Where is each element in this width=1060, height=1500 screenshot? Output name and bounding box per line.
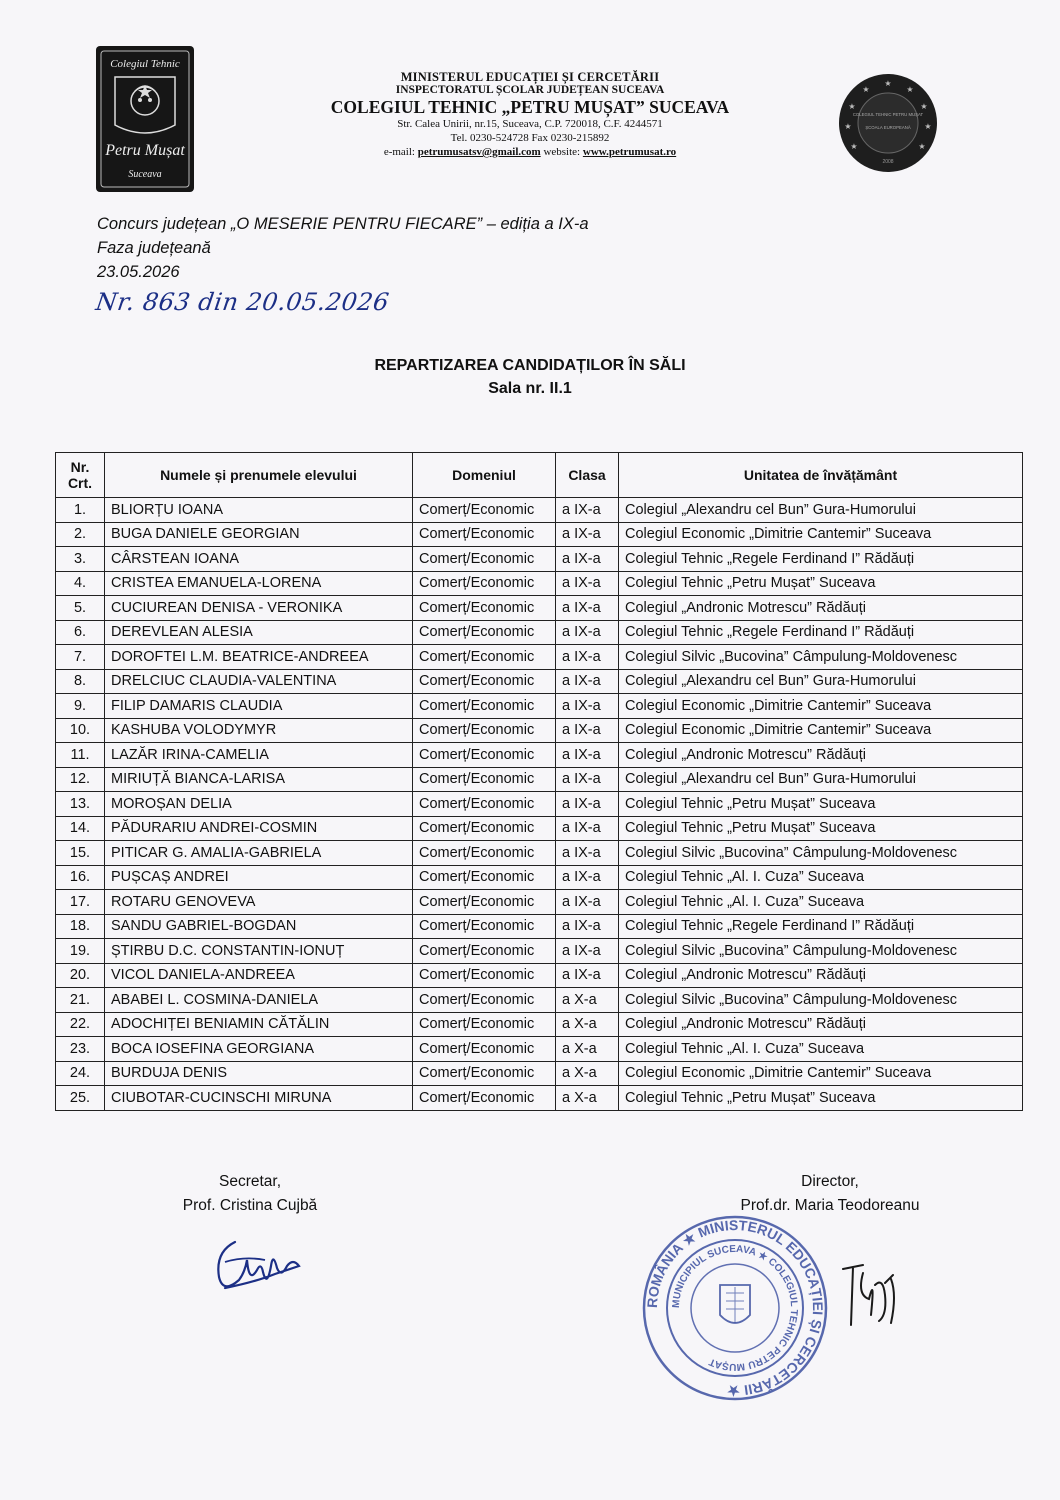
student-school: Colegiul Tehnic „Regele Ferdinand I” Rădăuți xyxy=(619,547,1023,572)
student-domain: Comerț/Economic xyxy=(413,841,556,866)
svg-text:★: ★ xyxy=(918,142,926,151)
student-domain: Comerț/Economic xyxy=(413,816,556,841)
student-name: DEREVLEAN ALESIA xyxy=(105,620,413,645)
student-domain: Comerț/Economic xyxy=(413,767,556,792)
student-name: FILIP DAMARIS CLAUDIA xyxy=(105,694,413,719)
student-name: ROTARU GENOVEVA xyxy=(105,890,413,915)
student-name: SANDU GABRIEL-BOGDAN xyxy=(105,914,413,939)
table-row xyxy=(56,1086,1023,1111)
row-number: 11. xyxy=(56,743,105,768)
table-row xyxy=(56,547,1023,572)
student-domain: Comerț/Economic xyxy=(413,914,556,939)
director-signature xyxy=(835,1255,905,1335)
student-domain: Comerț/Economic xyxy=(413,694,556,719)
student-domain: Comerț/Economic xyxy=(413,988,556,1013)
table-row xyxy=(56,865,1023,890)
row-number: 20. xyxy=(56,963,105,988)
header-school: Unitatea de învățământ xyxy=(619,453,1023,498)
student-class: a X-a xyxy=(556,1037,619,1062)
student-school: Colegiul Silvic „Bucovina” Câmpulung-Moldovenesc xyxy=(619,939,1023,964)
table-row xyxy=(56,963,1023,988)
website-label: website: xyxy=(543,146,581,158)
row-number: 10. xyxy=(56,718,105,743)
table-row xyxy=(56,694,1023,719)
table-row xyxy=(56,596,1023,621)
row-number: 5. xyxy=(56,596,105,621)
header-name: Numele și prenumele elevului xyxy=(105,453,413,498)
table-row xyxy=(56,1037,1023,1062)
row-number: 9. xyxy=(56,694,105,719)
svg-text:★: ★ xyxy=(844,122,852,131)
student-school: Colegiul „Andronic Motrescu” Rădăuți xyxy=(619,963,1023,988)
official-stamp xyxy=(640,1213,830,1403)
student-name: BUGA DANIELE GEORGIAN xyxy=(105,522,413,547)
website-link[interactable]: www.petrumusat.ro xyxy=(582,146,677,158)
row-number: 17. xyxy=(56,890,105,915)
student-domain: Comerț/Economic xyxy=(413,1061,556,1086)
student-class: a IX-a xyxy=(556,498,619,523)
student-name: PUȘCAȘ ANDREI xyxy=(105,865,413,890)
contest-info xyxy=(97,212,589,284)
student-name: ABABEI L. COSMINA-DANIELA xyxy=(105,988,413,1013)
student-school: Colegiul Tehnic „Al. I. Cuza” Suceava xyxy=(619,865,1023,890)
student-class: a X-a xyxy=(556,988,619,1013)
table-row xyxy=(56,1012,1023,1037)
student-school: Colegiul „Alexandru cel Bun” Gura-Humorului xyxy=(619,498,1023,523)
student-name: KASHUBA VOLODYMYR xyxy=(105,718,413,743)
student-domain: Comerț/Economic xyxy=(413,1037,556,1062)
student-name: BURDUJA DENIS xyxy=(105,1061,413,1086)
student-name: VICOL DANIELA-ANDREEA xyxy=(105,963,413,988)
school-contact xyxy=(200,145,860,159)
svg-text:★: ★ xyxy=(884,79,892,88)
student-name: ADOCHIȚEI BENIAMIN CĂTĂLIN xyxy=(105,1012,413,1037)
table-row xyxy=(56,1061,1023,1086)
row-number: 14. xyxy=(56,816,105,841)
student-domain: Comerț/Economic xyxy=(413,1086,556,1111)
table-row xyxy=(56,669,1023,694)
row-number: 6. xyxy=(56,620,105,645)
table-row xyxy=(56,743,1023,768)
student-class: a X-a xyxy=(556,1086,619,1111)
candidates-table xyxy=(55,452,1023,1111)
student-name: DRELCIUC CLAUDIA-VALENTINA xyxy=(105,669,413,694)
student-class: a IX-a xyxy=(556,841,619,866)
row-number: 21. xyxy=(56,988,105,1013)
contest-date: 23.05.2026 xyxy=(97,263,180,281)
student-class: a IX-a xyxy=(556,669,619,694)
table-header-row xyxy=(56,453,1023,498)
table-row xyxy=(56,620,1023,645)
student-name: CUCIUREAN DENISA - VERONIKA xyxy=(105,596,413,621)
ministry-name: MINISTERUL EDUCAȚIEI ȘI CERCETĂRII xyxy=(400,70,660,84)
student-school: Colegiul Economic „Dimitrie Cantemir” Suceava xyxy=(619,1061,1023,1086)
student-domain: Comerț/Economic xyxy=(413,792,556,817)
student-domain: Comerț/Economic xyxy=(413,963,556,988)
student-domain: Comerț/Economic xyxy=(413,890,556,915)
student-school: Colegiul „Alexandru cel Bun” Gura-Humorului xyxy=(619,767,1023,792)
student-domain: Comerț/Economic xyxy=(413,669,556,694)
svg-text:ȘCOALA EUROPEANĂ: ȘCOALA EUROPEANĂ xyxy=(865,125,911,130)
director-name: Prof.dr. Maria Teodoreanu xyxy=(740,1197,920,1214)
row-number: 13. xyxy=(56,792,105,817)
svg-text:ROMÂNIA ★ MINISTERUL EDUCAȚIEI: ROMÂNIA ★ MINISTERUL EDUCAȚIEI ȘI CERCETĂRII ★ xyxy=(643,1216,827,1400)
student-name: CIUBOTAR-CUCINSCHI MIRUNA xyxy=(105,1086,413,1111)
student-domain: Comerț/Economic xyxy=(413,939,556,964)
table-row xyxy=(56,988,1023,1013)
table-row xyxy=(56,841,1023,866)
row-number: 4. xyxy=(56,571,105,596)
secretary-name: Prof. Cristina Cujbă xyxy=(182,1197,318,1214)
table-row xyxy=(56,816,1023,841)
student-domain: Comerț/Economic xyxy=(413,620,556,645)
letterhead xyxy=(200,70,860,159)
svg-text:Petru Mușat: Petru Mușat xyxy=(105,142,185,159)
student-school: Colegiul Tehnic „Al. I. Cuza” Suceava xyxy=(619,890,1023,915)
svg-text:COLEGIUL TEHNIC PETRU MUȘAT: COLEGIUL TEHNIC PETRU MUȘAT xyxy=(852,112,924,117)
row-number: 12. xyxy=(56,767,105,792)
student-school: Colegiul Economic „Dimitrie Cantemir” Suceava xyxy=(619,522,1023,547)
table-row xyxy=(56,718,1023,743)
student-domain: Comerț/Economic xyxy=(413,571,556,596)
student-name: LAZĂR IRINA-CAMELIA xyxy=(105,743,413,768)
student-class: a IX-a xyxy=(556,718,619,743)
row-number: 25. xyxy=(56,1086,105,1111)
student-school: Colegiul Tehnic „Al. I. Cuza” Suceava xyxy=(619,1037,1023,1062)
student-school: Colegiul Tehnic „Petru Mușat” Suceava xyxy=(619,571,1023,596)
student-school: Colegiul Tehnic „Regele Ferdinand I” Rădăuți xyxy=(619,914,1023,939)
student-domain: Comerț/Economic xyxy=(413,718,556,743)
student-class: a IX-a xyxy=(556,914,619,939)
svg-text:MUNICIPIUL SUCEAVA ★ COLEGIUL: MUNICIPIUL SUCEAVA ★ COLEGIUL TEHNIC PETRU MUȘAT xyxy=(670,1243,800,1373)
student-school: Colegiul Tehnic „Petru Mușat” Suceava xyxy=(619,816,1023,841)
table-row xyxy=(56,890,1023,915)
row-number: 24. xyxy=(56,1061,105,1086)
student-school: Colegiul „Andronic Motrescu” Rădăuți xyxy=(619,743,1023,768)
row-number: 19. xyxy=(56,939,105,964)
student-school: Colegiul Tehnic „Regele Ferdinand I” Rădăuți xyxy=(619,620,1023,645)
email-label: e-mail: xyxy=(383,146,415,158)
student-class: a IX-a xyxy=(556,620,619,645)
table-row xyxy=(56,498,1023,523)
student-name: DOROFTEI L.M. BEATRICE-ANDREEA xyxy=(105,645,413,670)
student-domain: Comerț/Economic xyxy=(413,1012,556,1037)
svg-text:★: ★ xyxy=(862,85,870,94)
student-name: BLIORȚU IOANA xyxy=(105,498,413,523)
table-row xyxy=(56,522,1023,547)
student-class: a IX-a xyxy=(556,963,619,988)
row-number: 2. xyxy=(56,522,105,547)
svg-text:★: ★ xyxy=(920,102,928,111)
student-domain: Comerț/Economic xyxy=(413,645,556,670)
title-main: REPARTIZAREA CANDIDAȚILOR ÎN SĂLI xyxy=(374,357,686,374)
row-number: 8. xyxy=(56,669,105,694)
director-role: Director, xyxy=(801,1173,859,1190)
student-domain: Comerț/Economic xyxy=(413,547,556,572)
student-name: MIRIUȚĂ BIANCA-LARISA xyxy=(105,767,413,792)
student-class: a IX-a xyxy=(556,816,619,841)
student-school: Colegiul Economic „Dimitrie Cantemir” Suceava xyxy=(619,718,1023,743)
student-school: Colegiul Economic „Dimitrie Cantemir” Suceava xyxy=(619,694,1023,719)
table-row xyxy=(56,792,1023,817)
student-class: a IX-a xyxy=(556,645,619,670)
student-class: a IX-a xyxy=(556,890,619,915)
header-domain: Domeniul xyxy=(413,453,556,498)
svg-text:★: ★ xyxy=(850,142,858,151)
school-name: COLEGIUL TEHNIC „PETRU MUȘAT” SUCEAVA xyxy=(330,97,730,117)
student-class: a X-a xyxy=(556,1061,619,1086)
inspectorate-name: INSPECTORATUL ȘCOLAR JUDEȚEAN SUCEAVA xyxy=(395,84,665,96)
row-number: 22. xyxy=(56,1012,105,1037)
student-school: Colegiul Tehnic „Petru Mușat” Suceava xyxy=(619,1086,1023,1111)
table-row xyxy=(56,939,1023,964)
svg-text:★: ★ xyxy=(924,122,932,131)
secretary-role: Secretar, xyxy=(218,1173,282,1190)
svg-text:Suceava: Suceava xyxy=(128,169,162,180)
secretary-signature-block xyxy=(140,1170,360,1218)
svg-text:★: ★ xyxy=(906,85,914,94)
contest-title: Concurs județean „O MESERIE PENTRU FIECARE” – ediția a IX-a xyxy=(97,215,589,233)
row-number: 15. xyxy=(56,841,105,866)
student-school: Colegiul „Alexandru cel Bun” Gura-Humorului xyxy=(619,669,1023,694)
table-row xyxy=(56,914,1023,939)
svg-text:Colegiul Tehnic: Colegiul Tehnic xyxy=(110,58,180,70)
student-class: a IX-a xyxy=(556,767,619,792)
student-school: Colegiul Silvic „Bucovina” Câmpulung-Moldovenesc xyxy=(619,988,1023,1013)
student-domain: Comerț/Economic xyxy=(413,865,556,890)
student-school: Colegiul „Andronic Motrescu” Rădăuți xyxy=(619,596,1023,621)
table-row xyxy=(56,767,1023,792)
school-logo xyxy=(95,45,195,193)
table-row xyxy=(56,571,1023,596)
student-domain: Comerț/Economic xyxy=(413,596,556,621)
row-number: 7. xyxy=(56,645,105,670)
student-class: a IX-a xyxy=(556,571,619,596)
student-class: a IX-a xyxy=(556,596,619,621)
registration-number: Nr. 863 din 20.05.2026 xyxy=(94,288,392,316)
student-domain: Comerț/Economic xyxy=(413,743,556,768)
table-row xyxy=(56,645,1023,670)
student-school: Colegiul „Andronic Motrescu” Rădăuți xyxy=(619,1012,1023,1037)
student-class: a IX-a xyxy=(556,743,619,768)
student-name: PITICAR G. AMALIA-GABRIELA xyxy=(105,841,413,866)
school-phone: Tel. 0230-524728 Fax 0230-215892 xyxy=(450,132,610,144)
row-number: 3. xyxy=(56,547,105,572)
row-number: 18. xyxy=(56,914,105,939)
student-class: a X-a xyxy=(556,1012,619,1037)
student-class: a IX-a xyxy=(556,792,619,817)
student-school: Colegiul Silvic „Bucovina” Câmpulung-Moldovenesc xyxy=(619,645,1023,670)
student-name: CÂRSTEAN IOANA xyxy=(105,547,413,572)
email-link[interactable]: petrumusatsv@gmail.com xyxy=(417,146,541,158)
document-title xyxy=(0,355,1060,401)
header-nr: Nr. Crt. xyxy=(56,453,105,498)
student-domain: Comerț/Economic xyxy=(413,522,556,547)
secretary-signature xyxy=(205,1232,315,1302)
student-name: ȘTIRBU D.C. CONSTANTIN-IONUȚ xyxy=(105,939,413,964)
student-class: a IX-a xyxy=(556,522,619,547)
student-name: CRISTEA EMANUELA-LORENA xyxy=(105,571,413,596)
student-name: PĂDURARIU ANDREI-COSMIN xyxy=(105,816,413,841)
student-name: BOCA IOSEFINA GEORGIANA xyxy=(105,1037,413,1062)
svg-text:2008: 2008 xyxy=(882,159,894,165)
header-class: Clasa xyxy=(556,453,619,498)
contest-phase: Faza județeană xyxy=(97,239,211,257)
student-class: a IX-a xyxy=(556,547,619,572)
student-school: Colegiul Tehnic „Petru Mușat” Suceava xyxy=(619,792,1023,817)
student-domain: Comerț/Economic xyxy=(413,498,556,523)
student-class: a IX-a xyxy=(556,939,619,964)
title-room: Sala nr. II.1 xyxy=(488,380,572,397)
director-signature-block xyxy=(700,1170,960,1218)
school-address: Str. Calea Unirii, nr.15, Suceava, C.P. 720018, C.F. 4244571 xyxy=(397,118,663,130)
student-class: a IX-a xyxy=(556,694,619,719)
row-number: 16. xyxy=(56,865,105,890)
row-number: 23. xyxy=(56,1037,105,1062)
student-class: a IX-a xyxy=(556,865,619,890)
student-school: Colegiul Silvic „Bucovina” Câmpulung-Moldovenesc xyxy=(619,841,1023,866)
row-number: 1. xyxy=(56,498,105,523)
student-name: MOROȘAN DELIA xyxy=(105,792,413,817)
svg-text:★: ★ xyxy=(848,102,856,111)
